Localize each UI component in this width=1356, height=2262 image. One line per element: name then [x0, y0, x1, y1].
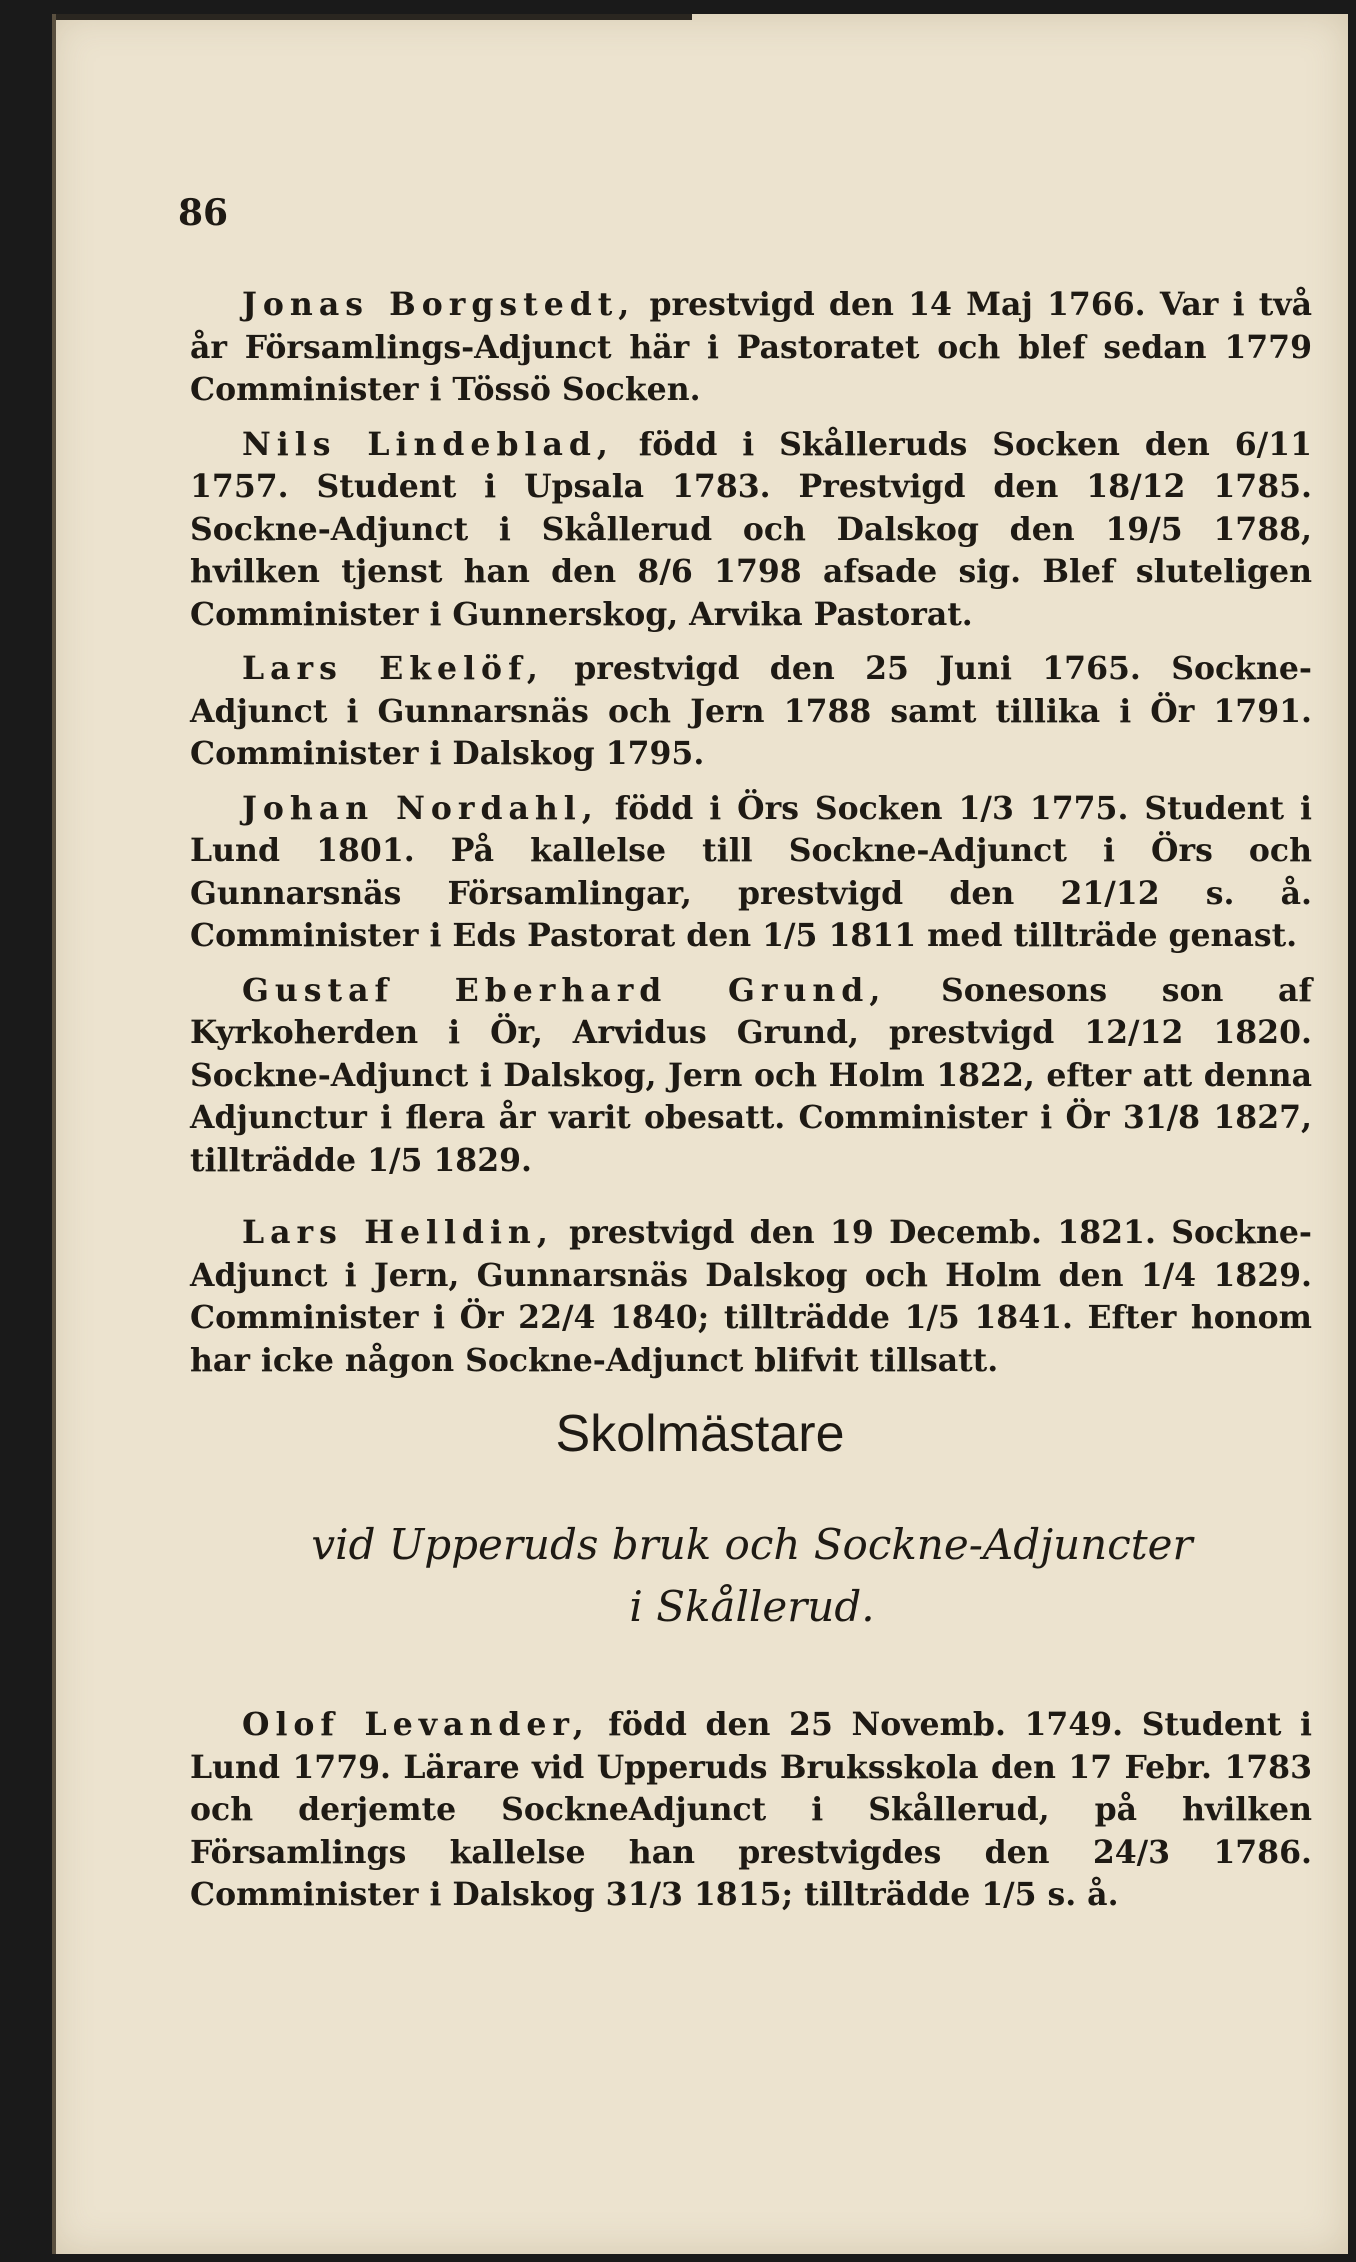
section-subheading-line-1: vid Upperuds bruk och Sockne-Adjuncter	[311, 1520, 1193, 1569]
entry-name: Olof Levander,	[242, 1706, 590, 1743]
entry-name: Lars Ekelöf,	[242, 650, 544, 687]
entry-name: Gustaf Eberhard Grund,	[242, 971, 887, 1009]
entry-text: Sonesons son af Kyrkoherden i Ör, Arvidus Grund, prestvigd 12/12 1820. Sockne-Adjunct i Dalskog, Jern och Holm 1822, efter att denna Adjunctur i flera år varit obesatt. Comminister i Ör 31/8 1827, tillträdde 1/5 1829.	[190, 971, 1312, 1179]
section-subheading	[192, 1514, 1312, 1638]
entry-name: Jonas Borgstedt,	[242, 286, 636, 323]
section-entries-block	[190, 1704, 1312, 1917]
top-rule	[52, 14, 692, 20]
section-subheading-line-2: i Skållerud.	[629, 1582, 875, 1631]
entry-name: Johan Nordahl,	[242, 789, 599, 827]
entry-text: född den 25 Novemb. 1749. Student i Lund 1779. Lärare vid Upperuds Bruksskola den 17 Febr. 1783 och derjemte SockneAdjunct i Skållerud, på hvilken Församlings kallelse han prestvigdes den 24/3 1786. Comminister i Dalskog 31/3 1815; tillträdde 1/5 s. å.	[190, 1706, 1312, 1913]
entry	[190, 284, 1312, 412]
entry-text: född i Örs Socken 1/3 1775. Student i Lund 1801. På kallelse till Sockne-Adjunct i Örs och Gunnarsnäs Församlingar, prestvigd den 21/12 s. å. Comminister i Eds Pastorat den 1/5 1811 med tillträde genast.	[190, 789, 1313, 954]
entries-block	[190, 284, 1312, 1394]
entry-name: Nils Lindeblad,	[242, 425, 614, 463]
entry	[190, 1704, 1312, 1917]
entry	[190, 648, 1312, 776]
entry	[190, 788, 1312, 958]
entry-text: prestvigd den 14 Maj 1766. Var i två år Församlings-Adjunct här i Pastoratet och blef sedan 1779 Comminister i Tössö Socken.	[190, 286, 1312, 408]
page-number: 86	[178, 192, 229, 234]
entry-text: född i Skålleruds Socken den 6/11 1757. Student i Upsala 1783. Prestvigd den 18/12 1785. Sockne-Adjunct i Skållerud och Dalskog den 19/5 1788, hvilken tjenst han den 8/6 1798 afsade sig. Blef sluteligen Comminister i Gunnerskog, Arvika Pastorat.	[190, 425, 1312, 633]
section-heading: Skolmästare	[555, 1405, 845, 1463]
entry	[190, 970, 1312, 1183]
entry-text: prestvigd den 19 Decemb. 1821. Sockne-Adjunct i Jern, Gunnarsnäs Dalskog och Holm den 1/4 1829. Comminister i Ör 22/4 1840; tillträdde 1/5 1841. Efter honom har icke någon Sockne-Adjunct blifvit tillsatt.	[190, 1214, 1312, 1379]
entry-name: Lars Helldin,	[242, 1214, 554, 1251]
entry	[190, 424, 1312, 637]
book-page	[52, 14, 1348, 2254]
entry	[190, 1212, 1312, 1382]
entry-text: prestvigd den 25 Juni 1765. Sockne-Adjunct i Gunnarsnäs och Jern 1788 samt tillika i Ör 1791. Comminister i Dalskog 1795.	[190, 650, 1312, 772]
page-edge	[52, 14, 56, 2254]
